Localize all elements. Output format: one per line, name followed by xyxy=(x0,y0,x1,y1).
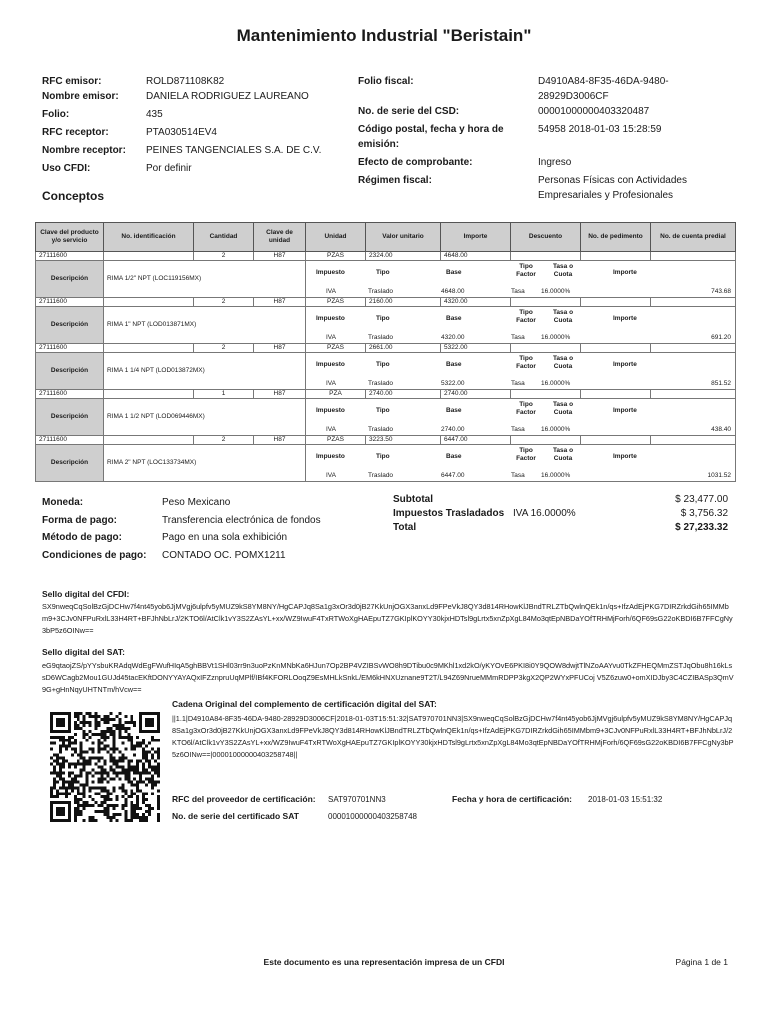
tax-header-impuesto: Impuesto xyxy=(316,361,345,368)
description-row xyxy=(36,261,736,298)
item-pedimento xyxy=(581,252,651,261)
folio-label: Folio: xyxy=(42,109,70,120)
item-cantidad: 2 xyxy=(194,298,254,307)
tax-impuesto: IVA xyxy=(326,472,336,479)
tax-tipo: Traslado xyxy=(368,472,394,479)
description-row xyxy=(36,307,736,344)
item-descuento xyxy=(511,344,581,353)
description-label: Descripción xyxy=(36,399,104,436)
tax-tipo: Traslado xyxy=(368,334,394,341)
tax-header-tasa: Tasa o Cuota xyxy=(552,355,574,370)
tax-header-tipo-factor: Tipo Factor xyxy=(516,355,536,370)
item-importe: 2740.00 xyxy=(441,390,511,399)
efecto-value: Ingreso xyxy=(538,157,572,168)
tax-header-tipo: Tipo xyxy=(376,315,390,322)
item-cuenta-predial xyxy=(651,298,736,307)
tax-base: 2740.00 xyxy=(441,426,465,433)
tax-header-tasa: Tasa o Cuota xyxy=(552,309,574,324)
emisor-block xyxy=(42,74,332,176)
forma-pago-label: Forma de pago: xyxy=(42,514,118,526)
description-value: RIMA 2" NPT (LOC133734MX) xyxy=(104,445,306,482)
description-label: Descripción xyxy=(36,353,104,390)
serie-csd-label: No. de serie del CSD: xyxy=(358,106,460,117)
tax-header-tipo-factor: Tipo Factor xyxy=(516,309,536,324)
item-identificacion xyxy=(104,390,194,399)
traslados-tipo: IVA 16.0000% xyxy=(513,508,576,519)
item-clave-unidad: H87 xyxy=(254,298,306,307)
tax-tasa: 16.0000% xyxy=(541,380,571,387)
description-row xyxy=(36,353,736,390)
item-clave-unidad: H87 xyxy=(254,390,306,399)
item-cantidad: 1 xyxy=(194,390,254,399)
item-cuenta-predial xyxy=(651,436,736,445)
tax-header-importe: Importe xyxy=(613,453,637,460)
item-unidad: PZAS xyxy=(306,298,366,307)
item-pedimento xyxy=(581,298,651,307)
tax-header-tipo: Tipo xyxy=(376,407,390,414)
col-pedimento: No. de pedimento xyxy=(581,223,651,252)
item-clave: 27111600 xyxy=(36,298,104,307)
item-importe: 4648.00 xyxy=(441,252,511,261)
tax-impuesto: IVA xyxy=(326,426,336,433)
rfc-emisor-value: ROLD871108K82 xyxy=(146,76,225,87)
item-valor: 2661.00 xyxy=(366,344,441,353)
tax-header-base: Base xyxy=(446,407,462,414)
subtotal-value: $ 23,477.00 xyxy=(675,494,728,505)
condiciones-label: Condiciones de pago: xyxy=(42,549,147,561)
serie-csd-value: 00001000000403320487 xyxy=(538,106,650,117)
item-valor: 2324.00 xyxy=(366,252,441,261)
description-label: Descripción xyxy=(36,261,104,298)
tax-header-tipo-factor: Tipo Factor xyxy=(516,401,536,416)
item-unidad: PZA xyxy=(306,390,366,399)
item-clave-unidad: H87 xyxy=(254,252,306,261)
moneda-label: Moneda: xyxy=(42,497,84,508)
serie-sat-label: No. de serie del certificado SAT xyxy=(172,811,299,821)
item-importe: 4320.00 xyxy=(441,298,511,307)
metodo-pago-value: Pago en una sola exhibición xyxy=(162,532,288,543)
traslados-value: $ 3,756.32 xyxy=(680,508,728,519)
tax-importe: 438.40 xyxy=(711,426,731,433)
cp-fecha-value: 54958 2018-01-03 15:28:59 xyxy=(538,124,662,135)
rfc-receptor-label: RFC receptor: xyxy=(42,127,109,138)
col-identificacion: No. identificación xyxy=(104,223,194,252)
tax-header-importe: Importe xyxy=(613,361,637,368)
description-row xyxy=(36,445,736,482)
item-clave: 27111600 xyxy=(36,344,104,353)
description-label: Descripción xyxy=(36,307,104,344)
item-descuento xyxy=(511,252,581,261)
col-cantidad: Cantidad xyxy=(194,223,254,252)
item-clave: 27111600 xyxy=(36,436,104,445)
forma-pago-value: Transferencia electrónica de fondos xyxy=(162,514,321,526)
tax-base: 4648.00 xyxy=(441,288,465,295)
item-clave-unidad: H87 xyxy=(254,436,306,445)
conceptos-heading: Conceptos xyxy=(42,189,105,203)
item-identificacion xyxy=(104,252,194,261)
item-descuento xyxy=(511,436,581,445)
rfc-proveedor-label: RFC del proveedor de certificación: xyxy=(172,794,316,804)
sello-cfdi-text: SX9nweqCqSolBzGjDCHw7f4nt45yob6JjMVgj6ulpfv5yMUZ9kS8YM8NY/HgCAPJq8Sa1g3xOr3d0jB27KkUnjOGX3anxLd9FPeVkJ8QY3d814RHowKlJBndTRLZTbQwlnQEk1n/qs+IfzAdEjPKG7DIRZrkdGih65IMMbm9+3CJv0NFPuRxlL33H4RT+BFJhNbLrJ/2KTO6l/AtClk1vY3S2ZAsYL+xx/WZ9IwuF4TxRTWoXgHAEpuTZ7GKIplKOYY30kjxHDTsl9gLrtx5xnZpXgL84Mo3qtEpNBDaYOfTRHMjForh/6QF69sG22oKBDI6B7FFCgNy3bP5z6OINw== xyxy=(42,602,733,635)
tax-cell xyxy=(306,261,736,298)
tax-header-tasa: Tasa o Cuota xyxy=(552,447,574,462)
tax-tipo: Traslado xyxy=(368,380,394,387)
table-row xyxy=(36,344,736,353)
nombre-receptor-value: PEINES TANGENCIALES S.A. DE C.V. xyxy=(146,145,322,156)
tax-importe: 691.20 xyxy=(711,334,731,341)
item-identificacion xyxy=(104,344,194,353)
tax-header-impuesto: Impuesto xyxy=(316,315,345,322)
item-pedimento xyxy=(581,390,651,399)
table-row xyxy=(36,436,736,445)
item-descuento xyxy=(511,390,581,399)
tax-tasa: 16.0000% xyxy=(541,426,571,433)
item-unidad: PZAS xyxy=(306,344,366,353)
tax-tasa: 16.0000% xyxy=(541,334,571,341)
col-clave: Clave del producto y/o servicio xyxy=(36,223,104,252)
item-identificacion xyxy=(104,436,194,445)
nombre-emisor-value: DANIELA RODRIGUEZ LAUREANO xyxy=(146,91,309,102)
folio-value: 435 xyxy=(146,109,163,120)
serie-sat-value: 00001000000403258748 xyxy=(328,812,417,821)
tax-importe: 851.52 xyxy=(711,380,731,387)
cadena-title: Cadena Original del complemento de certificación digital del SAT: xyxy=(172,699,437,709)
item-unidad: PZAS xyxy=(306,436,366,445)
folio-fiscal-value: D4910A84-8F35-46DA-9480-28929D3006CF xyxy=(538,76,669,102)
tax-base: 6447.00 xyxy=(441,472,465,479)
metodo-pago-label: Método de pago: xyxy=(42,532,122,543)
tax-header-tipo: Tipo xyxy=(376,269,390,276)
tax-header-tipo: Tipo xyxy=(376,361,390,368)
col-clave-unidad: Clave de unidad xyxy=(254,223,306,252)
tax-impuesto: IVA xyxy=(326,334,336,341)
item-importe: 6447.00 xyxy=(441,436,511,445)
tax-header-impuesto: Impuesto xyxy=(316,269,345,276)
tax-cell xyxy=(306,307,736,344)
subtotal-label: Subtotal xyxy=(393,494,433,505)
total-label: Total xyxy=(393,522,417,533)
tax-header-impuesto: Impuesto xyxy=(316,407,345,414)
tax-header-importe: Importe xyxy=(613,315,637,322)
col-importe: Importe xyxy=(441,223,511,252)
tax-header-impuesto: Impuesto xyxy=(316,453,345,460)
fiscal-block xyxy=(358,74,738,203)
tax-impuesto: IVA xyxy=(326,288,336,295)
regimen-value: Personas Físicas con Actividades Empresariales y Profesionales xyxy=(538,175,687,201)
item-clave: 27111600 xyxy=(36,252,104,261)
tax-header-base: Base xyxy=(446,453,462,460)
table-row xyxy=(36,252,736,261)
tax-header-tipo: Tipo xyxy=(376,453,390,460)
total-value: $ 27,233.32 xyxy=(675,522,728,533)
description-value: RIMA 1" NPT (LOD013871MX) xyxy=(104,307,306,344)
sello-sat-title: Sello digital del SAT: xyxy=(42,647,125,657)
item-valor: 2160.00 xyxy=(366,298,441,307)
table-row xyxy=(36,390,736,399)
tax-factor: Tasa xyxy=(511,426,525,433)
rfc-receptor-value: PTA030514EV4 xyxy=(146,127,217,138)
col-cuenta-predial: No. de cuenta predial xyxy=(651,223,736,252)
page-number: Página 1 de 1 xyxy=(675,957,728,967)
item-unidad: PZAS xyxy=(306,252,366,261)
tax-header-tipo-factor: Tipo Factor xyxy=(516,447,536,462)
item-cantidad: 2 xyxy=(194,252,254,261)
description-value: RIMA 1 1/2 NPT (LOD069446MX) xyxy=(104,399,306,436)
item-clave: 27111600 xyxy=(36,390,104,399)
tax-base: 4320.00 xyxy=(441,334,465,341)
item-cantidad: 2 xyxy=(194,344,254,353)
tax-tipo: Traslado xyxy=(368,288,394,295)
description-row xyxy=(36,399,736,436)
col-unidad: Unidad xyxy=(306,223,366,252)
tax-importe: 1031.52 xyxy=(707,472,731,479)
tax-factor: Tasa xyxy=(511,380,525,387)
rfc-emisor-label: RFC emisor: xyxy=(42,76,102,87)
tax-tasa: 16.0000% xyxy=(541,288,571,295)
item-valor: 2740.00 xyxy=(366,390,441,399)
sello-cfdi-title: Sello digital del CFDI: xyxy=(42,589,130,599)
cp-fecha-label: Código postal, fecha y hora de emisión: xyxy=(358,124,504,150)
col-valor-unitario: Valor unitario xyxy=(366,223,441,252)
tax-cell xyxy=(306,445,736,482)
tax-header-base: Base xyxy=(446,361,462,368)
uso-cfdi-value: Por definir xyxy=(146,163,192,174)
item-cantidad: 2 xyxy=(194,436,254,445)
tax-tipo: Traslado xyxy=(368,426,394,433)
totals-summary xyxy=(393,493,728,535)
tax-cell xyxy=(306,399,736,436)
tax-factor: Tasa xyxy=(511,472,525,479)
item-cuenta-predial xyxy=(651,344,736,353)
tax-header-tasa: Tasa o Cuota xyxy=(552,263,574,278)
tax-cell xyxy=(306,353,736,390)
fecha-certificacion-value: 2018-01-03 15:51:32 xyxy=(588,795,663,804)
tax-header-tasa: Tasa o Cuota xyxy=(552,401,574,416)
nombre-emisor-label: Nombre emisor: xyxy=(42,91,119,102)
footer-note: Este documento es una representación impresa de un CFDI xyxy=(263,957,505,967)
fecha-certificacion-label: Fecha y hora de certificación: xyxy=(452,794,572,804)
tax-header-tipo-factor: Tipo Factor xyxy=(516,263,536,278)
tax-header-importe: Importe xyxy=(613,269,637,276)
item-identificacion xyxy=(104,298,194,307)
regimen-label: Régimen fiscal: xyxy=(358,175,432,186)
condiciones-value: CONTADO OC. POMX1211 xyxy=(162,549,286,561)
efecto-label: Efecto de comprobante: xyxy=(358,157,473,168)
description-value: RIMA 1/2" NPT (LOC119156MX) xyxy=(104,261,306,298)
rfc-proveedor-value: SAT970701NN3 xyxy=(328,795,386,804)
payment-info xyxy=(42,494,321,564)
col-descuento: Descuento xyxy=(511,223,581,252)
table-row xyxy=(36,298,736,307)
item-importe: 5322.00 xyxy=(441,344,511,353)
tax-importe: 743.68 xyxy=(711,288,731,295)
tax-factor: Tasa xyxy=(511,288,525,295)
conceptos-table xyxy=(35,222,736,482)
tax-base: 5322.00 xyxy=(441,380,465,387)
item-cuenta-predial xyxy=(651,252,736,261)
item-cuenta-predial xyxy=(651,390,736,399)
item-clave-unidad: H87 xyxy=(254,344,306,353)
tax-tasa: 16.0000% xyxy=(541,472,571,479)
table-header-row xyxy=(36,223,736,252)
description-value: RIMA 1 1/4 NPT (LOD013872MX) xyxy=(104,353,306,390)
uso-cfdi-label: Uso CFDI: xyxy=(42,163,91,174)
tax-header-base: Base xyxy=(446,269,462,276)
qr-code xyxy=(50,712,160,822)
folio-fiscal-label: Folio fiscal: xyxy=(358,76,414,87)
tax-header-base: Base xyxy=(446,315,462,322)
cadena-text: ||1.1|D4910A84-8F35-46DA-9480-28929D3006CF|2018-01-03T15:51:32|SAT970701NN3|SX9nweqCqSolBzGjDCHw7f4nt45yob6JjMVgj6ulpfv5yMUZ9kS8YM8NY/HgCAPJq8Sa1g3xOr3d0jB27KkUnjOGX3anxLd9FPeVkJ8QY3d814RHowKlJBndTRLZTbQwlnQEk1n/qs+IfzAdEjPKG7DIRZrkdGih65IMMbm9+3CJv0NFPuRxlL33H4RT+BFJhNbLrJ/2KTO6l/AtClk1vY3S2ZAsYL+xx/WZ9IwuF4TxRTWoXgHAEpuTZ7GKIplKOYY30kjxHDTsl9gLrtx5xnZpXgL84Mo3qtEpNBDaYOfTRHMjForh/6QF69sG22oKBDI6B7FFCgNy3bP5z6OINw==|00001000000403258748|| xyxy=(172,714,734,759)
document-title: Mantenimiento Industrial "Beristain" xyxy=(236,26,532,45)
description-label: Descripción xyxy=(36,445,104,482)
item-pedimento xyxy=(581,436,651,445)
item-descuento xyxy=(511,298,581,307)
tax-impuesto: IVA xyxy=(326,380,336,387)
sello-sat-text: eG9qtaojZS/pYYsbuKRAdqWdEgFWufHIqA5ghBBVt1SHl03rr9n3uoPzKnMNbKa6HJun7Op2BP4VZIBSvWO8h9DTibu0c9MKhl1xd2kO/yKYOvE6PKI8i0Y9QOW8dwjtTlNZoAAYvu0TkZFHEQMmZSTJqObu8h16kLssD6WCagb2Mou1GUJd45tacEKftDONYYAYAQxIFZznpruUqMPlf/IBf4KFORLOoqZ9EsMHLkSnkL/EM6kHNXUznane9T2T/L94Z69NrueMMmRDPP3kgX2QP2WYxPFUCoj V5Z6zuw0+omXIDJby3C4CZIBASp3QmV9G+gHnNqyUHTNTm/hVcw== xyxy=(42,661,734,694)
item-pedimento xyxy=(581,344,651,353)
item-valor: 3223.50 xyxy=(366,436,441,445)
moneda-value: Peso Mexicano xyxy=(162,497,231,508)
tax-factor: Tasa xyxy=(511,334,525,341)
traslados-label: Impuestos Trasladados xyxy=(393,508,505,519)
nombre-receptor-label: Nombre receptor: xyxy=(42,145,126,156)
tax-header-importe: Importe xyxy=(613,407,637,414)
